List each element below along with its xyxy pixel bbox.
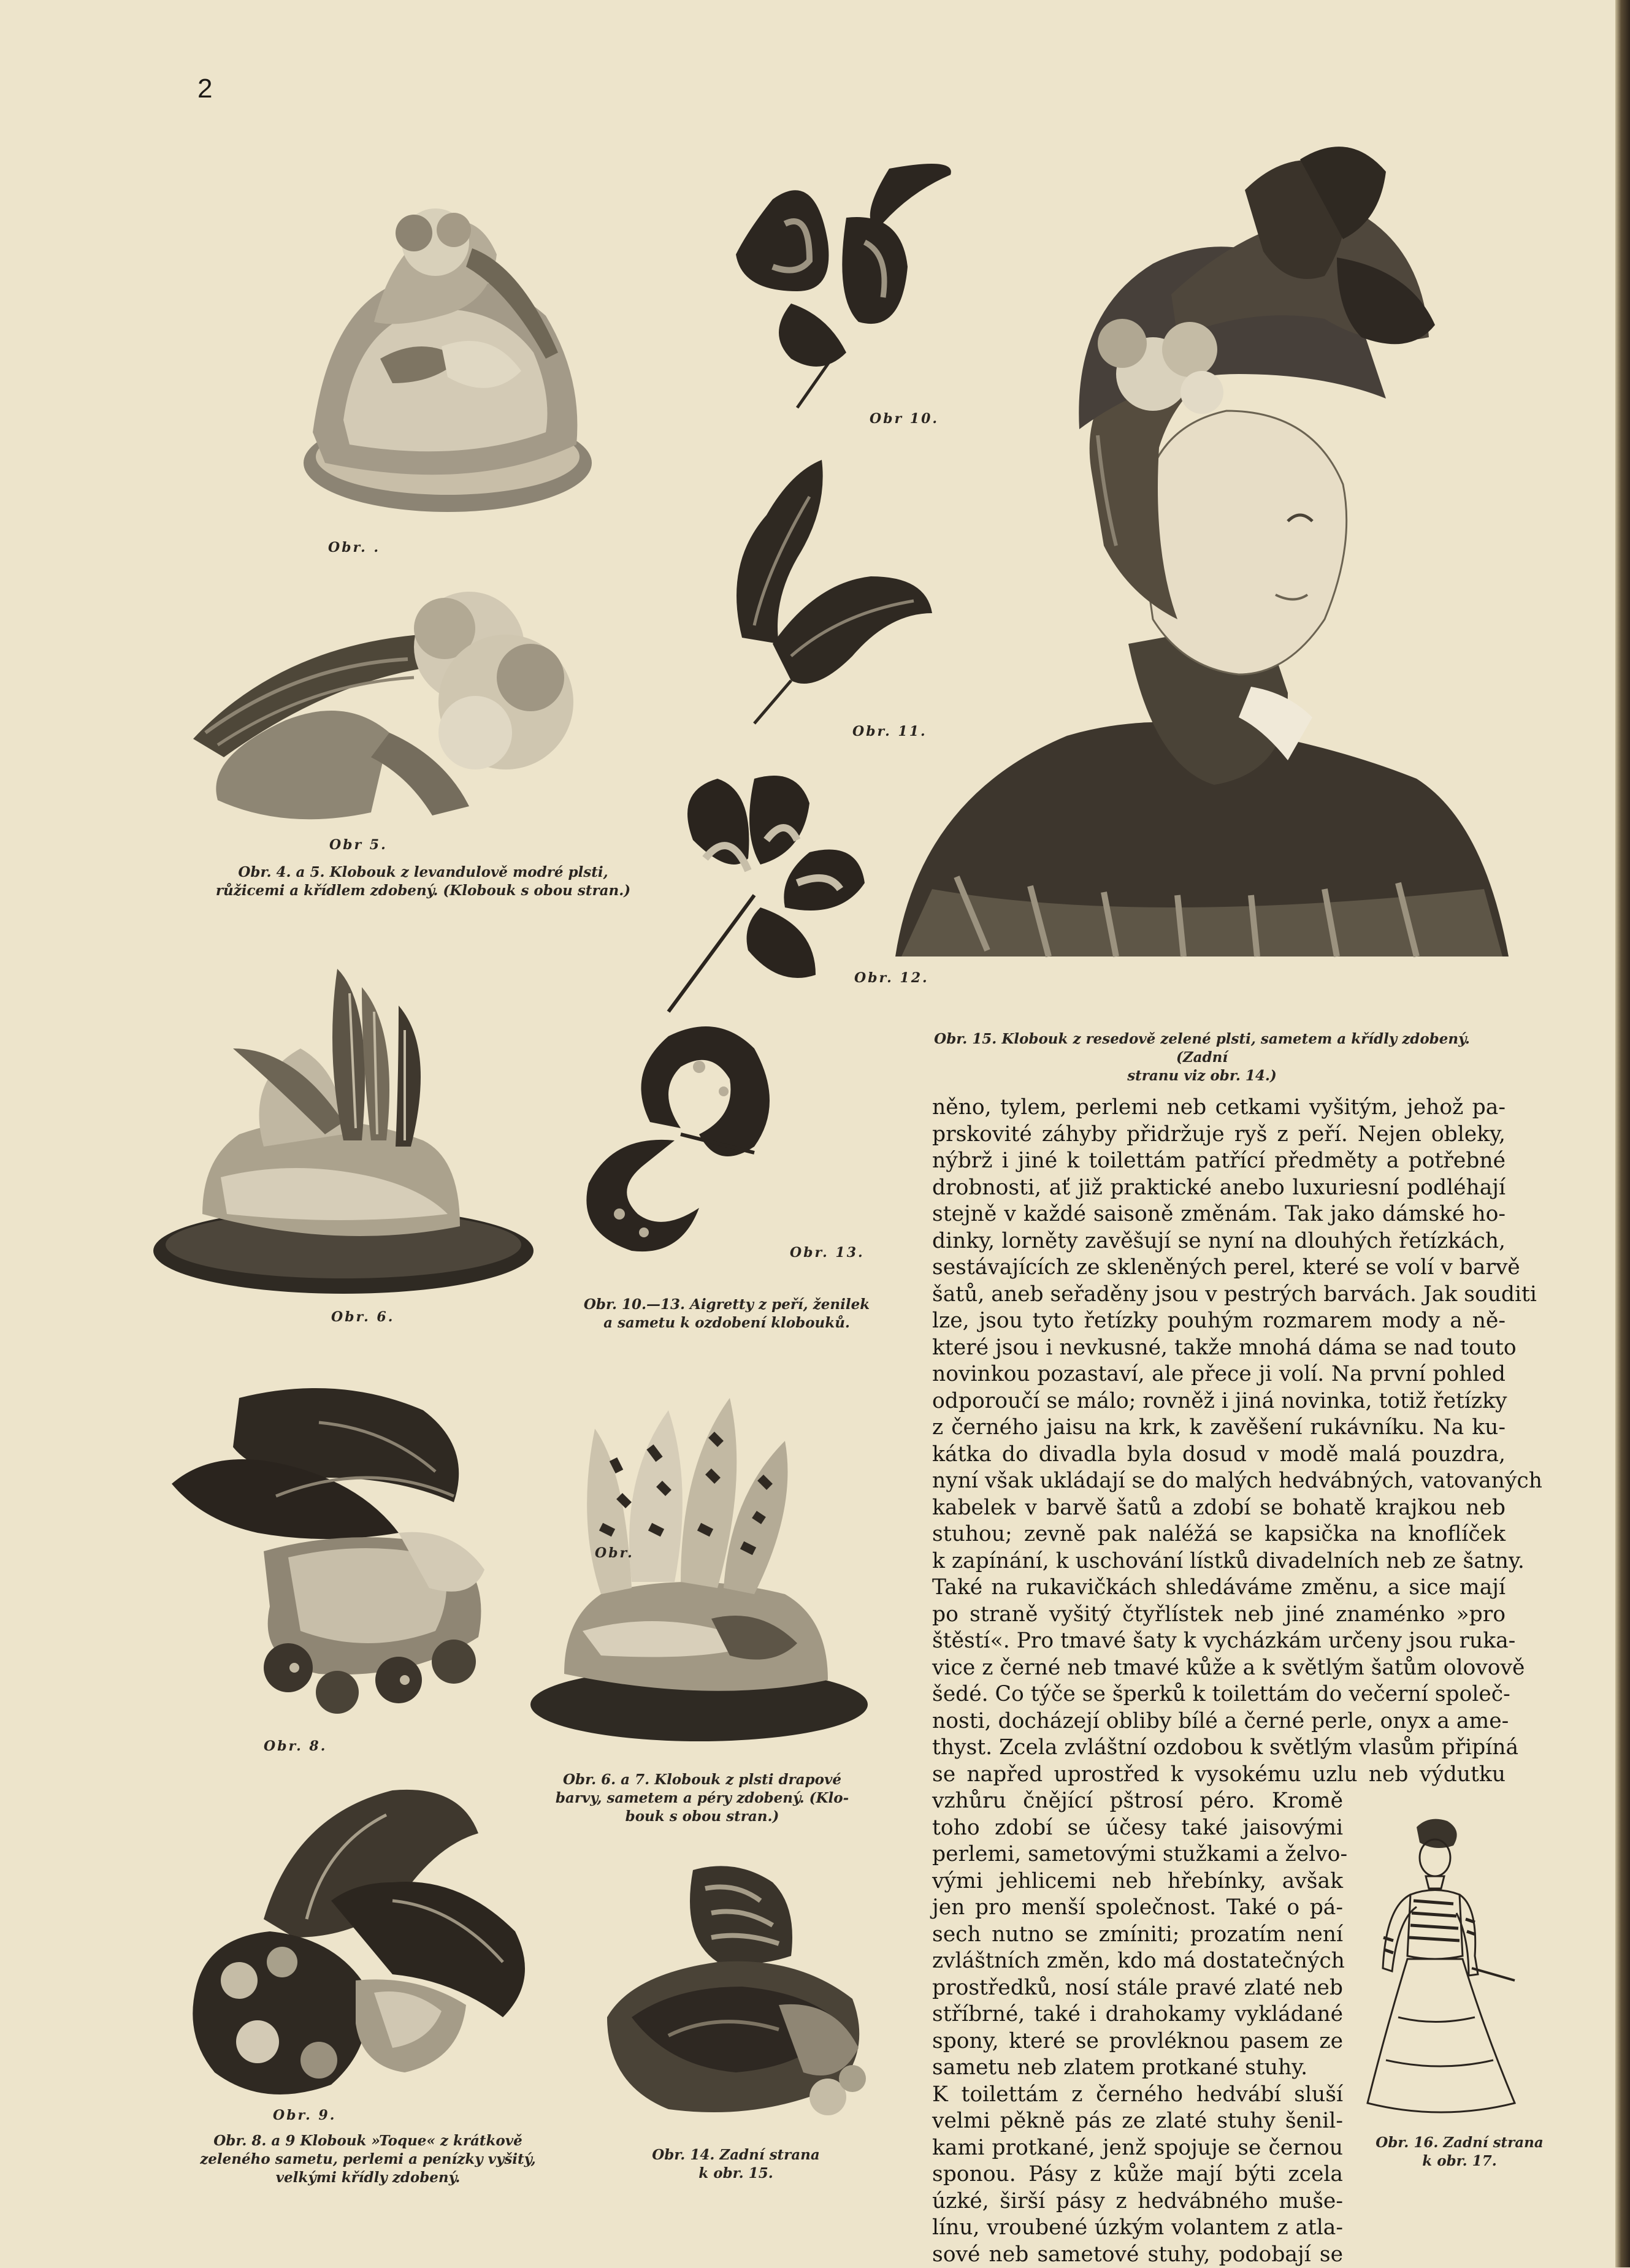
text-line: spony, které se provléknou pasem ze: [932, 2028, 1343, 2055]
text-line: línu, vroubené úzkým volantem z atla-: [932, 2215, 1343, 2242]
caption-fig-14: [626, 2146, 846, 2183]
text-line: nýbrž i jiné k toilettám patřící předměty a potřebné: [932, 1148, 1506, 1175]
label-obr-4: Obr. .: [328, 540, 380, 556]
label-obr-7: Obr.: [595, 1545, 634, 1561]
text-line: štěstí«. Pro tmavé šaty k vycházkám určeny jsou ruka-: [932, 1628, 1506, 1655]
caption-line: barvy, sametem a péry zdobený. (Klo-: [543, 1789, 862, 1808]
illustration-dress-figure-fig-16: [1361, 1815, 1521, 2140]
text-line: vzhůru čnějící pštrosí péro. Kromě: [932, 1788, 1343, 1815]
caption-fig-8-9: [178, 2132, 558, 2187]
text-line: Také na rukavičkách shledáváme změnu, a sice mají: [932, 1575, 1506, 1602]
text-line: úzké, širší pásy z hedvábného muše-: [932, 2188, 1343, 2215]
caption-line: Obr. 8. a 9 Klobouk »Toque« z krátkově: [178, 2132, 558, 2150]
text-line: vice z černé neb tmavé kůže a k světlým šatům olovově: [932, 1655, 1506, 1682]
text-line: kabelek v barvě šatů a zdobí se bohatě krajkou neb: [932, 1495, 1506, 1522]
illustration-hat-fig-4: [288, 175, 595, 518]
text-line: se napřed uprostřed k vysokému uzlu neb výdutku: [932, 1762, 1506, 1789]
text-line: sponou. Pásy z kůže mají býti zcela: [932, 2161, 1343, 2188]
text-line: novinkou pozastaví, ale přece ji volí. Na první pohled: [932, 1361, 1506, 1388]
caption-line: Obr. 14. Zadní strana: [626, 2146, 846, 2164]
illustration-hat-fig-8: [166, 1373, 558, 1735]
text-line: šatů, aneb seřaděny jsou v pestrých barvách. Jak souditi: [932, 1281, 1506, 1308]
label-obr-8: Obr. 8.: [264, 1738, 327, 1754]
caption-line: Obr. 10.—13. Aigretty z peří, ženilek: [580, 1296, 874, 1314]
text-line: odporoučí se málo; rovněž i jiná novinka, totiž řetízky: [932, 1388, 1506, 1415]
illustration-hat-fig-9: [172, 1778, 564, 2121]
caption-line: bouk s obou stran.): [543, 1808, 862, 1826]
caption-fig-6-7: [543, 1771, 862, 1826]
article-text-wide-column: [932, 1094, 1506, 1788]
text-line: z černého jaisu na krk, k zavěšení rukávníku. Na ku-: [932, 1415, 1506, 1441]
caption-fig-15: [908, 1030, 1496, 1085]
text-line: jen pro menší společnost. Také o pá-: [932, 1895, 1343, 1922]
caption-line: a sametu k ozdobení klobouků.: [580, 1314, 874, 1332]
text-line: sestávajících ze skleněných perel, které se volí v barvě: [932, 1254, 1506, 1281]
text-line: prostředků, nosí stále pravé zlaté neb: [932, 1975, 1343, 2002]
text-line: šedé. Co týče se šperků k toilettám do večerní společ-: [932, 1681, 1506, 1708]
text-line: nyní však ukládají se do malých hedvábných, vatovaných: [932, 1468, 1506, 1495]
text-line: kátka do divadla byla dosud v modě malá pouzdra,: [932, 1441, 1506, 1468]
caption-line: Obr. 16. Zadní strana: [1358, 2134, 1561, 2152]
illustration-hat-fig-5: [187, 573, 629, 831]
caption-line: růžicemi a křídlem zdobený. (Klobouk s obou stran.): [184, 882, 662, 900]
text-line: nosti, docházejí obliby bílé a černé perle, onyx a ame-: [932, 1708, 1506, 1735]
text-line: něno, tylem, perlemi neb cetkami vyšitým, jehož pa-: [932, 1094, 1506, 1121]
illustration-woman-portrait-fig-15: [895, 153, 1509, 956]
text-line: drobnosti, ať již praktické anebo luxuriesní podléhají: [932, 1175, 1506, 1202]
caption-line: k obr. 15.: [626, 2164, 846, 2183]
text-line: sech nutno se zmíniti; prozatím není: [932, 1922, 1343, 1949]
caption-fig-4-5: [184, 863, 662, 900]
illustration-aigrette-fig-13: [576, 1012, 803, 1257]
text-line: perlemi, sametovými stužkami a želvo-: [932, 1841, 1343, 1868]
page-edge-shadow: [1615, 0, 1630, 2267]
illustration-hat-fig-6: [141, 956, 534, 1306]
caption-line: k obr. 17.: [1358, 2152, 1561, 2171]
caption-line: Obr. 4. a 5. Klobouk z levandulově modré plsti,: [184, 863, 662, 882]
text-line: lze, jsou tyto řetízky pouhým rozmarem mody a ně-: [932, 1308, 1506, 1335]
caption-line: Obr. 15. Klobouk z resedově zelené plsti, sametem a křídly zdobený. (Zadní: [908, 1030, 1496, 1067]
label-obr-13: Obr. 13.: [790, 1245, 865, 1261]
caption-line: stranu viz obr. 14.): [908, 1067, 1496, 1085]
page-number: 2: [197, 74, 212, 104]
caption-line: velkými křídly zdobený.: [178, 2169, 558, 2187]
text-line: thyst. Zcela zvláštní ozdobou k světlým vlasům připíná: [932, 1735, 1506, 1762]
text-line: sové neb sametové stuhy, podobají se: [932, 2242, 1343, 2268]
caption-line: zeleného sametu, perlemi a penízky vyšitý,: [178, 2150, 558, 2169]
text-line: prskovité záhyby přidržuje ryš z peří. Nejen obleky,: [932, 1121, 1506, 1148]
text-line: sametu neb zlatem protkané stuhy.: [932, 2055, 1343, 2082]
illustration-hat-fig-14: [595, 1864, 877, 2128]
text-line: K toilettám z černého hedvábí sluší: [932, 2082, 1343, 2109]
caption-fig-16: [1358, 2134, 1561, 2171]
text-line: dinky, lorněty zavěšují se nyní na dlouhých řetízkách,: [932, 1228, 1506, 1255]
text-line: velmi pěkně pás ze zlaté stuhy šenil-: [932, 2108, 1343, 2135]
text-line: po straně vyšitý čtyřlístek neb jiné znaménko »pro: [932, 1602, 1506, 1628]
label-obr-6: Obr. 6.: [331, 1309, 394, 1325]
text-line: vými jehlicemi neb hřebínky, avšak: [932, 1868, 1343, 1895]
label-obr-12: Obr. 12.: [854, 970, 929, 986]
text-line: stuhou; zevně pak naléžá se kapsička na knoflíček: [932, 1521, 1506, 1548]
text-line: stříbrné, také i drahokamy vykládané: [932, 2001, 1343, 2028]
text-line: kami protkané, jenž spojuje se černou: [932, 2135, 1343, 2162]
text-line: které jsou i nevkusné, takže mnohá dáma se nad touto: [932, 1335, 1506, 1362]
illustration-hat-fig-7: [527, 1386, 871, 1754]
caption-line: Obr. 6. a 7. Klobouk z plsti drapové: [543, 1771, 862, 1789]
label-obr-5: Obr 5.: [329, 837, 388, 853]
label-obr-9: Obr. 9.: [273, 2107, 336, 2123]
label-obr-10: Obr 10.: [870, 411, 939, 427]
caption-fig-10-13: [580, 1296, 874, 1332]
text-line: toho zdobí se účesy také jaisovými: [932, 1815, 1343, 1842]
article-text-narrow-column: [932, 1788, 1343, 2268]
text-line: zvláštních změn, kdo má dostatečných: [932, 1948, 1343, 1975]
text-line: k zapínání, k uschování lístků divadelních neb ze šatny.: [932, 1548, 1506, 1575]
text-line: stejně v každé saisoně změnám. Tak jako dámské ho-: [932, 1201, 1506, 1228]
label-obr-11: Obr. 11.: [852, 724, 927, 739]
